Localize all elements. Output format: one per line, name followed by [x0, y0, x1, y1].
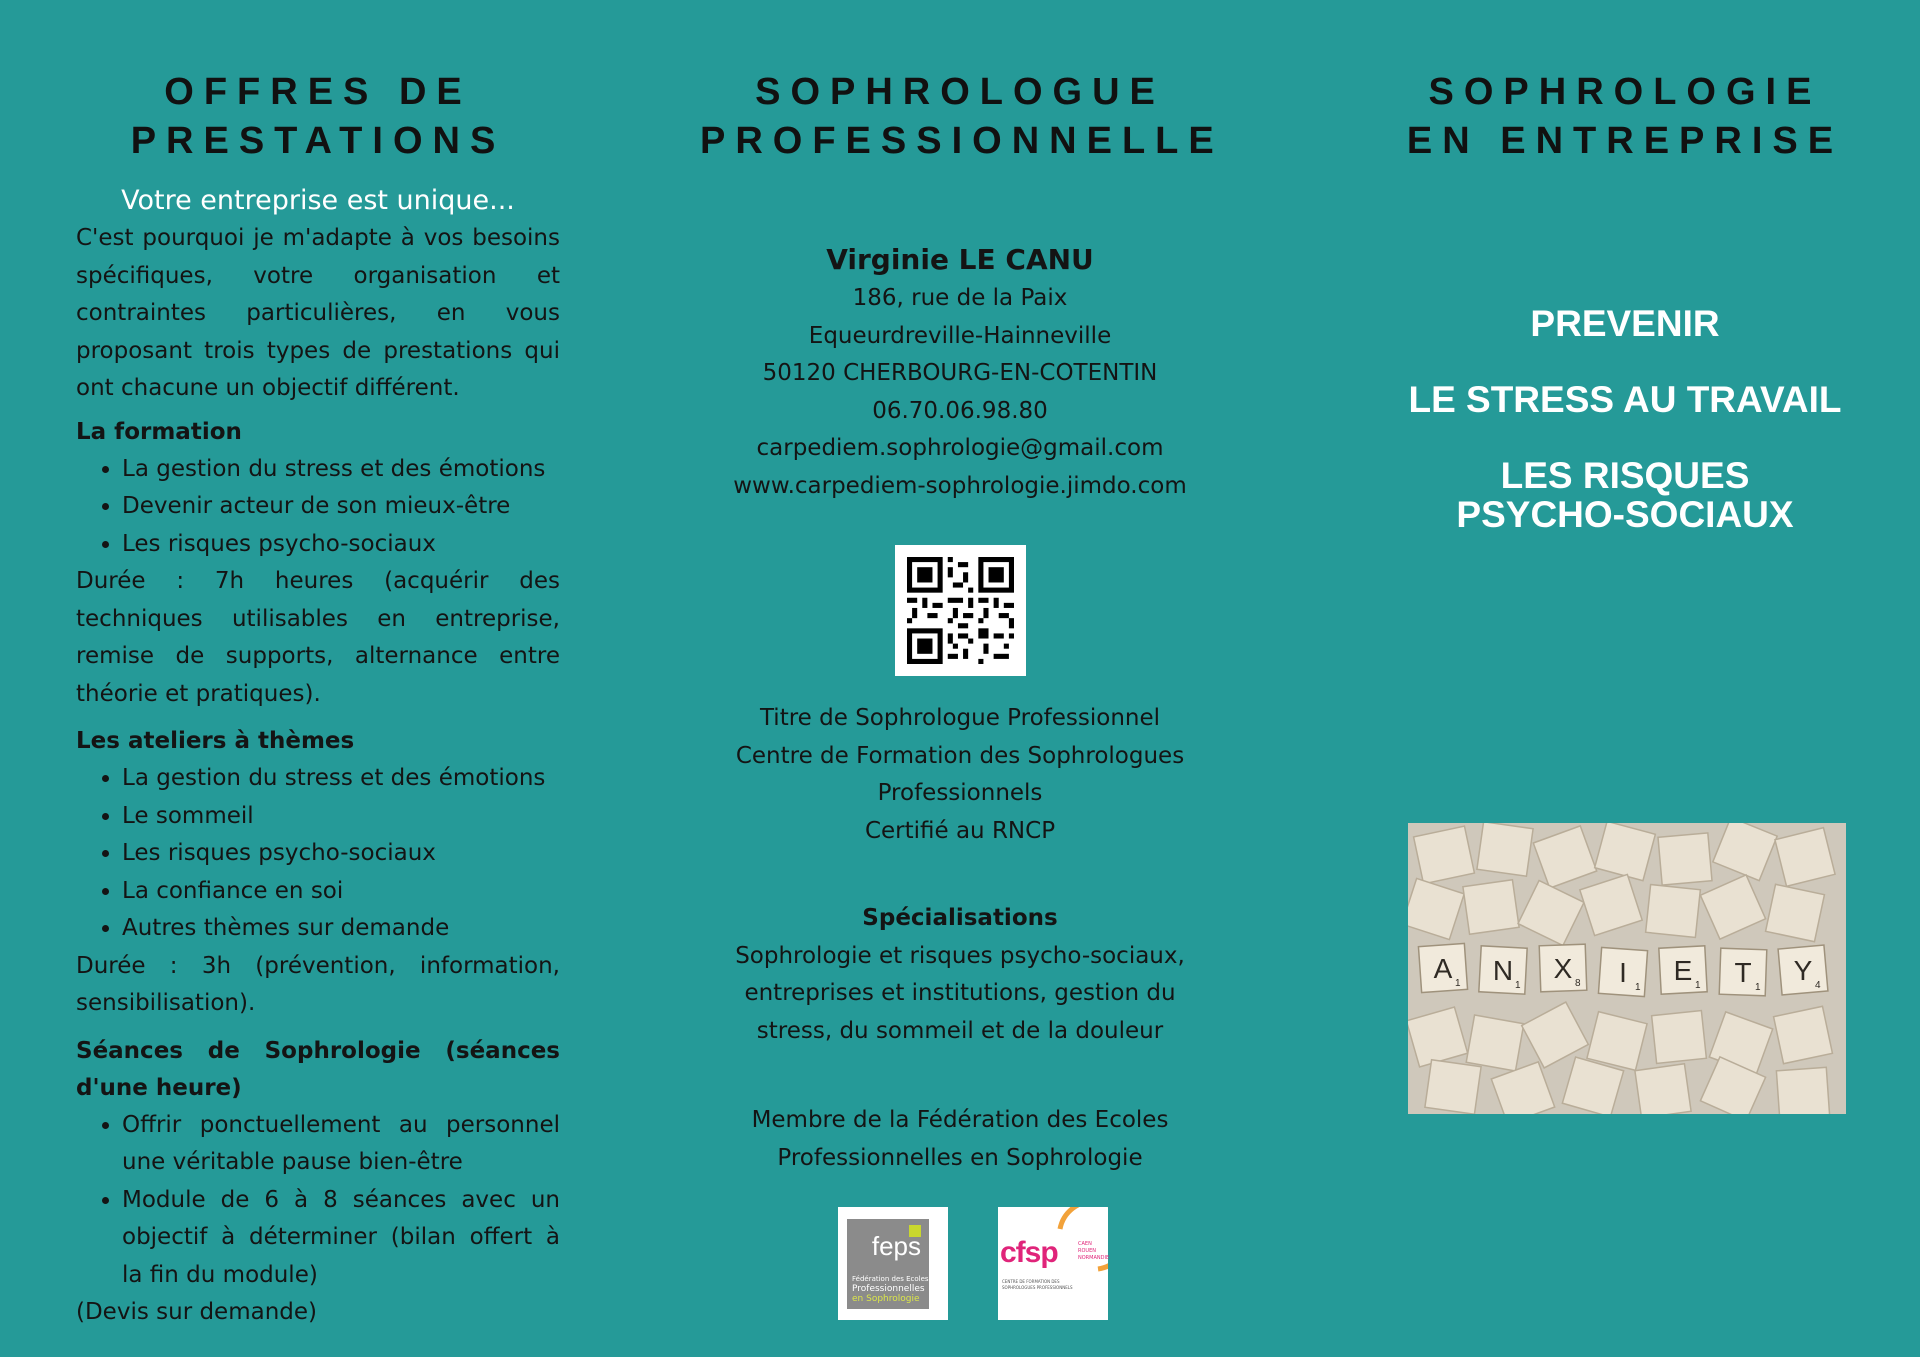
quote-note: (Devis sur demande) [76, 1299, 318, 1325]
practitioner-name: Virginie LE CANU [826, 243, 1094, 276]
cfsp-side-line: NORMANDIE [1078, 1255, 1110, 1261]
risks-title [1390, 456, 1860, 534]
seances-list [76, 1107, 560, 1295]
duration-line: remise de supports, alternance entre [76, 643, 560, 669]
specialization-line: Sophrologie et risques psycho-sociaux, [735, 942, 1185, 969]
seances-title-line: d'une heure) [76, 1074, 242, 1101]
tile-letter: E [1673, 955, 1693, 986]
cfsp-logo-side [1078, 1241, 1109, 1262]
tile-letter: X [1553, 953, 1573, 984]
list-item: • Les risques psycho-sociaux [122, 526, 560, 564]
offers-heading-line: OFFRES DE [164, 71, 472, 113]
list-item [122, 1107, 560, 1182]
cfsp-side-line: ROUEN [1078, 1248, 1096, 1254]
seances-title [76, 1033, 560, 1107]
cfsp-side-line: CAEN [1078, 1241, 1092, 1247]
ateliers-title: Les ateliers à thèmes [76, 728, 355, 754]
list-item-line: la fin du module) [122, 1261, 318, 1288]
list-item-line: objectif à déterminer (bilan offert à [122, 1224, 560, 1250]
list-item-line: une véritable pause bien-être [122, 1149, 463, 1175]
address-street: 186, rue de la Paix [852, 285, 1068, 311]
ateliers-duration [76, 948, 560, 1023]
list-item: • Les risques psycho-sociaux [122, 835, 560, 873]
list-item-line: • Module de 6 à 8 séances avec un [122, 1186, 560, 1213]
list-item-line: • Offrir ponctuellement au personnel [122, 1111, 560, 1138]
feps-caption-line: Fédération des Ecoles [852, 1275, 929, 1283]
anxiety-tiles-photo [1408, 823, 1846, 1114]
tile-score: 1 [1455, 978, 1461, 989]
tile-score: 1 [1635, 982, 1641, 993]
qr-code [895, 545, 1026, 676]
formation-duration [76, 563, 560, 713]
enterprise-heading-line: EN ENTREPRISE [1406, 120, 1844, 162]
formation-list [76, 451, 560, 564]
list-item: • La gestion du stress et des émotions [122, 451, 560, 489]
qualifications [700, 700, 1220, 850]
risks-title-line: LES RISQUES [1500, 455, 1750, 496]
list-item: • La gestion du stress et des émotions [122, 760, 560, 798]
list-item: • Devenir acteur de son mieux-être [122, 488, 560, 526]
qualification-line: Titre de Sophrologue Professionnel [759, 705, 1161, 731]
prevent-title: PREVENIR [1530, 303, 1720, 344]
risks-title-line: PSYCHO-SOCIAUX [1456, 494, 1794, 535]
specialization-line: entreprises et institutions, gestion du [744, 980, 1176, 1006]
specializations-title: Spécialisations [862, 905, 1058, 931]
tile-score: 8 [1575, 978, 1581, 989]
tile-score: 1 [1755, 982, 1761, 993]
tile-letter: A [1433, 953, 1453, 984]
work-stress-title: LE STRESS AU TRAVAIL [1408, 379, 1842, 420]
list-item: • Autres thèmes sur demande [122, 910, 560, 948]
intro-line: C'est pourquoi je m'adapte à vos besoins [76, 225, 560, 251]
seances-title-line: Séances de Sophrologie (séances [76, 1037, 560, 1064]
panel-enterprise [1390, 0, 1860, 1357]
address-city: 50120 CHERBOURG-EN-COTENTIN [762, 360, 1158, 386]
qr-code-icon [907, 557, 1014, 664]
cfsp-logo [998, 1207, 1108, 1320]
duration-line: théorie et pratiques). [76, 680, 321, 707]
intro-line: contraintes particulières, en vous [76, 300, 560, 326]
panel-sophrologist [700, 0, 1224, 1357]
contact-block [700, 280, 1220, 505]
tile-score: 1 [1515, 980, 1521, 991]
address-town: Equeurdreville-Hainneville [808, 322, 1112, 349]
cfsp-logo-word: cfsp [1000, 1236, 1058, 1269]
tile-letter: Y [1793, 955, 1813, 986]
qualification-line: Certifié au RNCP [864, 817, 1056, 844]
feps-caption-line: Professionnelles [852, 1284, 925, 1294]
feps-caption-line: en Sophrologie [852, 1294, 920, 1304]
intro-paragraph [76, 220, 560, 408]
sophrologist-heading-line: PROFESSIONNELLE [700, 120, 1224, 162]
intro-line: ont chacune un objectif différent. [76, 375, 460, 401]
duration-line: sensibilisation). [76, 990, 256, 1016]
feps-logo-caption [852, 1275, 929, 1304]
tile-score: 4 [1815, 980, 1821, 991]
membership [700, 1102, 1220, 1177]
feps-logo-word: feps [871, 1231, 921, 1261]
qualification-line: Centre de Formation des Sophrologues [735, 742, 1185, 769]
list-item: • La confiance en soi [122, 873, 560, 911]
sophrologist-heading [700, 0, 1224, 166]
phone-number: 06.70.06.98.80 [872, 397, 1048, 424]
specialization-line: stress, du sommeil et de la douleur [756, 1017, 1164, 1044]
tagline: Votre entreprise est unique... [121, 185, 515, 216]
list-item [122, 1182, 560, 1295]
enterprise-heading [1390, 0, 1860, 166]
enterprise-heading-line: SOPHROLOGIE [1428, 71, 1822, 113]
membership-line: Professionnelles en Sophrologie [777, 1144, 1143, 1171]
offers-heading [76, 0, 560, 166]
duration-line: Durée : 7h heures (acquérir des [76, 568, 560, 594]
formation-title: La formation [76, 418, 242, 445]
duration-line: Durée : 3h (prévention, information, [76, 952, 560, 979]
website-url: www.carpediem-sophrologie.jimdo.com [733, 472, 1187, 499]
intro-line: spécifiques, votre organisation et [76, 262, 560, 289]
duration-line: techniques utilisables en entreprise, [76, 605, 560, 632]
qualification-line: Professionnels [877, 780, 1043, 806]
offers-heading-line: PRESTATIONS [130, 120, 506, 162]
tile-score: 1 [1695, 980, 1701, 991]
panel-offers [76, 0, 560, 1357]
cfsp-logo-caption: CENTRE DE FORMATION DES SOPHROLOGUES PROFESSIONNELS [1002, 1279, 1073, 1290]
email-address: carpediem.sophrologie@gmail.com [756, 435, 1164, 461]
tile-letter: T [1734, 957, 1752, 988]
partner-logos [700, 1207, 1220, 1322]
feps-logo-panel [847, 1219, 929, 1309]
intro-line: proposant trois types de prestations qui [76, 337, 560, 364]
wooden-tiles-image [1408, 823, 1846, 1114]
tile-letter: I [1619, 957, 1627, 988]
membership-line: Membre de la Fédération des Ecoles [751, 1107, 1169, 1133]
feps-logo [838, 1207, 948, 1320]
ateliers-list [76, 760, 560, 948]
list-item: • Le sommeil [122, 798, 560, 836]
sophrologist-heading-line: SOPHROLOGUE [755, 71, 1165, 113]
specializations-text [700, 938, 1220, 1051]
tile-letter: N [1492, 955, 1514, 986]
